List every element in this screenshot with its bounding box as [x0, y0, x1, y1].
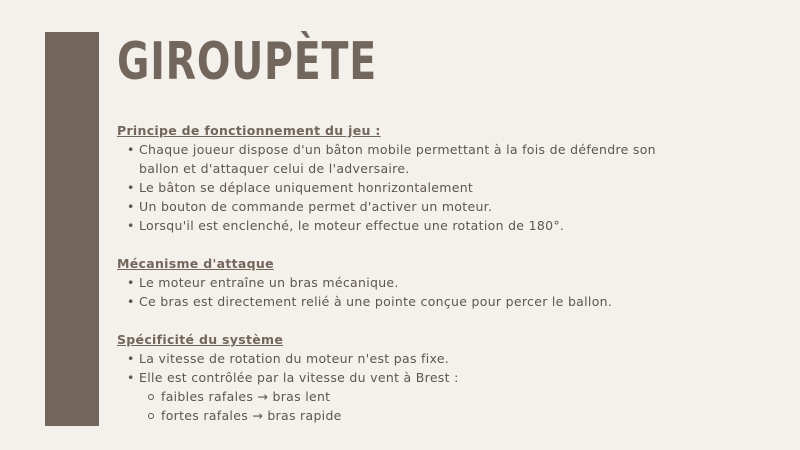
section-heading: Spécificité du système	[117, 332, 284, 347]
sub-list-item: fortes rafales → bras rapide	[117, 406, 717, 425]
section-heading: Principe de fonctionnement du jeu :	[117, 123, 381, 138]
list-item: • La vitesse de rotation du moteur n'est pas fixe.	[117, 349, 717, 368]
list-item: • Le moteur entraîne un bras mécanique.	[117, 273, 717, 292]
bullet-list	[117, 273, 717, 311]
slide-content	[117, 121, 717, 444]
list-item: • Un bouton de commande permet d'activer un moteur.	[117, 197, 717, 216]
list-item: • Ce bras est directement relié à une pointe conçue pour percer le ballon.	[117, 292, 717, 311]
bullet-list	[117, 140, 717, 235]
sub-list-item: faibles rafales → bras lent	[117, 387, 717, 406]
list-item: • Elle est contrôlée par la vitesse du vent à Brest :	[117, 368, 717, 387]
section-attack-mechanism	[117, 254, 717, 311]
bullet-list	[117, 349, 717, 387]
sub-bullet-list	[117, 387, 717, 425]
page-title: GIROUPÈTE	[117, 32, 378, 92]
section-principle	[117, 121, 717, 235]
list-item: • Lorsqu'il est enclenché, le moteur effectue une rotation de 180°.	[117, 216, 717, 235]
list-item: • Le bâton se déplace uniquement honrizontalement	[117, 178, 717, 197]
section-system-specificity	[117, 330, 717, 425]
section-heading: Mécanisme d'attaque	[117, 256, 274, 271]
list-item: • Chaque joueur dispose d'un bâton mobile permettant à la fois de défendre son ballon et d'attaquer celui de l'adversaire.	[117, 140, 669, 178]
decorative-side-bar	[45, 32, 99, 426]
